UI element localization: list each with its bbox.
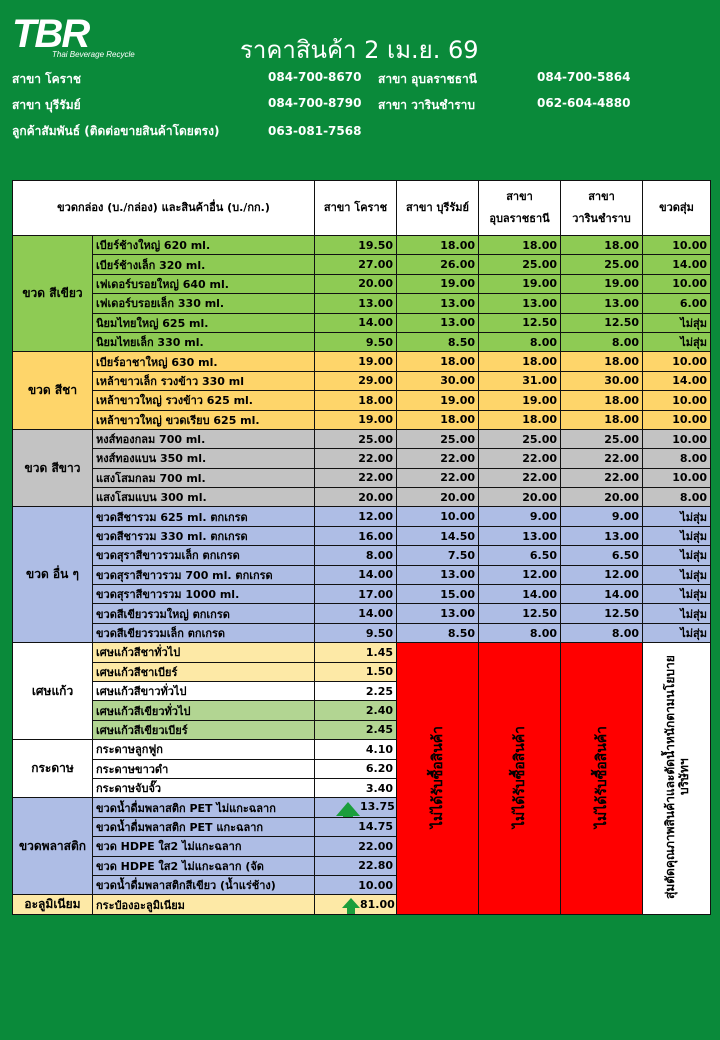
price-cell: 13.00 [397, 604, 479, 623]
price-cell: 19.00 [479, 391, 561, 410]
up-arrow-icon [342, 898, 360, 908]
price-cell: 12.00 [315, 507, 397, 526]
product-name: ขวดสีชารวม 625 ml. ตกเกรด [93, 507, 315, 526]
group-label-alu: อะลูมิเนียม [13, 895, 93, 915]
product-name: กระดาษจับจั๊ว [93, 778, 315, 797]
table-row [13, 371, 711, 390]
product-name: เศษแก้วสีชาเบียร์ [93, 662, 315, 681]
price-cell: 12.00 [479, 565, 561, 584]
table-row [13, 255, 711, 274]
price-cell: ไม่สุ่ม [643, 507, 711, 526]
price-cell: 13.00 [561, 294, 643, 313]
price-cell: 8.00 [315, 546, 397, 565]
group-label-paper: กระดาษ [13, 740, 93, 798]
price-cell: 12.50 [561, 313, 643, 332]
product-name: เบียร์ช้างเล็ก 320 ml. [93, 255, 315, 274]
price-cell: ไม่สุ่ม [643, 565, 711, 584]
price-cell: 18.00 [561, 391, 643, 410]
price-cell: 30.00 [397, 371, 479, 390]
price-cell [315, 817, 397, 836]
product-name: ขวดสุราสีขาวรวม 1000 ml. [93, 585, 315, 604]
price-value: 4.10 [365, 742, 393, 756]
header-buriram: สาขา บุรีรัมย์ [397, 181, 479, 236]
price-cell: 9.00 [561, 507, 643, 526]
price-cell: ไม่สุ่ม [643, 604, 711, 623]
price-cell: 25.00 [561, 429, 643, 448]
price-cell: 10.00 [643, 410, 711, 429]
price-table [12, 180, 710, 915]
price-cell: 14.00 [643, 255, 711, 274]
price-value: 1.45 [365, 645, 393, 659]
table-row [13, 274, 711, 293]
price-cell: 18.00 [479, 352, 561, 371]
price-cell: 6.50 [479, 546, 561, 565]
table-row [13, 294, 711, 313]
table-row [13, 623, 711, 642]
header-warin: สาขา วารินชำราบ [561, 181, 643, 236]
price-cell: 10.00 [643, 352, 711, 371]
price-cell: 13.00 [479, 526, 561, 545]
price-cell: 14.50 [397, 526, 479, 545]
price-cell: 12.50 [479, 604, 561, 623]
price-cell: 10.00 [643, 236, 711, 255]
price-cell: 26.00 [397, 255, 479, 274]
product-name: นิยมไทยใหญ่ 625 ml. [93, 313, 315, 332]
price-cell: 6.00 [643, 294, 711, 313]
not-buying-cell [397, 643, 479, 915]
table-row [13, 391, 711, 410]
price-cell: 18.00 [561, 352, 643, 371]
price-cell: 31.00 [479, 371, 561, 390]
price-value: 2.45 [365, 723, 393, 737]
price-cell: 13.00 [397, 294, 479, 313]
price-cell [315, 662, 397, 681]
table-row [13, 332, 711, 351]
product-name: ขวดสีเขียวรวมเล็ก ตกเกรด [93, 623, 315, 642]
price-cell: 22.00 [315, 468, 397, 487]
price-cell: 25.00 [479, 255, 561, 274]
group-label-other: ขวด อื่น ๆ [13, 507, 93, 643]
price-cell: ไม่สุ่ม [643, 623, 711, 642]
price-cell: ไม่สุ่ม [643, 526, 711, 545]
price-cell: 15.00 [397, 585, 479, 604]
product-name: ขวดสุราสีขาวรวมเล็ก ตกเกรด [93, 546, 315, 565]
price-cell: 25.00 [397, 429, 479, 448]
product-name: แสงโสมกลม 700 ml. [93, 468, 315, 487]
table-row [13, 507, 711, 526]
price-cell: 25.00 [479, 429, 561, 448]
table-row [13, 488, 711, 507]
price-cell: 22.00 [315, 449, 397, 468]
product-name: ขวด HDPE ใส2 ไม่แกะฉลาก [93, 837, 315, 856]
header-product: ขวดกล่อง (บ./กล่อง) และสินค้าอื่น (บ./กก.) [13, 181, 315, 236]
price-cell: 12.00 [561, 565, 643, 584]
price-cell: 13.00 [315, 294, 397, 313]
price-cell: 25.00 [561, 255, 643, 274]
price-cell: 19.00 [315, 410, 397, 429]
price-value: 81.00 [360, 898, 395, 912]
price-value: 6.20 [365, 762, 393, 776]
branch-ubon-label: สาขา อุบลราชธานี [378, 72, 477, 86]
product-name: ขวดสุราสีขาวรวม 700 ml. ตกเกรด [93, 565, 315, 584]
price-cell: 8.00 [479, 623, 561, 642]
table-row [13, 604, 711, 623]
price-cell: 18.00 [479, 236, 561, 255]
price-value: 22.00 [358, 839, 393, 853]
price-cell: 13.00 [479, 294, 561, 313]
tbr-logo [12, 14, 135, 59]
price-cell: 9.00 [479, 507, 561, 526]
product-name: เบียร์ช้างใหญ่ 620 ml. [93, 236, 315, 255]
price-cell: 8.50 [397, 623, 479, 642]
header-ubon: สาขา อุบลราชธานี [479, 181, 561, 236]
branch-buriram-label: สาขา บุรีรัมย์ [12, 98, 81, 112]
product-name: ขวด HDPE ใส2 ไม่แกะฉลาก (จัด [93, 856, 315, 875]
table-row [13, 468, 711, 487]
price-cell: 20.00 [561, 488, 643, 507]
price-cell: 14.00 [643, 371, 711, 390]
price-cell: 14.00 [315, 313, 397, 332]
product-name: กระดาษลูกฟูก [93, 740, 315, 759]
price-cell [315, 759, 397, 778]
price-cell: 19.00 [397, 274, 479, 293]
price-cell: 13.00 [561, 526, 643, 545]
product-name: ขวดน้ำดื่มพลาสติกสีเขียว (น้ำแร่ช้าง) [93, 875, 315, 894]
price-value: 10.00 [358, 878, 393, 892]
group-label-white: ขวด สีขาว [13, 429, 93, 507]
price-cell: 27.00 [315, 255, 397, 274]
price-cell: 18.00 [315, 391, 397, 410]
price-cell: 18.00 [561, 410, 643, 429]
group-label-green: ขวด สีเขียว [13, 236, 93, 352]
not-buying-label: ไม่ได้รับซื้อสินค้า [593, 726, 610, 829]
price-cell: 18.00 [397, 352, 479, 371]
product-name: นิยมไทยเล็ก 330 ml. [93, 332, 315, 351]
price-cell [315, 720, 397, 739]
table-row [13, 565, 711, 584]
table-header [13, 181, 711, 236]
price-cell: 13.00 [397, 565, 479, 584]
price-cell [315, 837, 397, 856]
table-row [13, 236, 711, 255]
product-name: ขวดน้ำดื่มพลาสติก PET แกะฉลาก [93, 817, 315, 836]
random-note: สุ่มตัดคุณภาพสินค้าและตัดน้ำหนักตามนโยบายบริษัทฯ [662, 655, 691, 900]
table-row [13, 410, 711, 429]
customer-relations-phone[interactable]: 063-081-7568 [268, 124, 362, 138]
product-name: กระป๋องอะลูมิเนียม [93, 895, 315, 915]
not-buying-cell [479, 643, 561, 915]
price-cell [315, 778, 397, 797]
product-name: เศษแก้วสีเขียวทั่วไป [93, 701, 315, 720]
price-cell: 22.00 [479, 468, 561, 487]
price-cell [315, 681, 397, 700]
price-cell: 8.00 [561, 623, 643, 642]
product-name: ขวดสีชารวม 330 ml. ตกเกรด [93, 526, 315, 545]
price-cell: 19.00 [397, 391, 479, 410]
price-cell [315, 701, 397, 720]
product-name: ขวดน้ำดื่มพลาสติก PET ไม่แกะฉลาก [93, 798, 315, 817]
price-cell: 6.50 [561, 546, 643, 565]
price-cell: 18.00 [479, 410, 561, 429]
price-cell: 10.00 [397, 507, 479, 526]
not-buying-label: ไม่ได้รับซื้อสินค้า [429, 726, 446, 829]
price-cell: 10.00 [643, 391, 711, 410]
table-row [13, 546, 711, 565]
price-cell: 29.00 [315, 371, 397, 390]
price-cell: 20.00 [479, 488, 561, 507]
price-cell: 10.00 [643, 274, 711, 293]
price-cell: 9.50 [315, 623, 397, 642]
price-cell: 16.00 [315, 526, 397, 545]
price-cell: 9.50 [315, 332, 397, 351]
table-row [13, 526, 711, 545]
price-cell: 12.50 [479, 313, 561, 332]
not-buying-cell [561, 643, 643, 915]
table-row [13, 429, 711, 448]
price-value: 3.40 [365, 781, 393, 795]
price-cell: 19.50 [315, 236, 397, 255]
price-cell: 8.00 [479, 332, 561, 351]
product-name: เศษแก้วสีขาวทั่วไป [93, 681, 315, 700]
up-arrow-icon [336, 802, 360, 816]
table-row [13, 449, 711, 468]
price-cell: 22.00 [397, 449, 479, 468]
price-value: 22.80 [358, 859, 393, 873]
price-cell: 14.00 [479, 585, 561, 604]
price-cell: 18.00 [397, 410, 479, 429]
price-cell: 20.00 [397, 488, 479, 507]
price-cell: 30.00 [561, 371, 643, 390]
price-cell: 18.00 [561, 236, 643, 255]
product-name: หงส์ทองกลม 700 ml. [93, 429, 315, 448]
product-name: แสงโสมแบน 300 ml. [93, 488, 315, 507]
price-cell: 18.00 [397, 236, 479, 255]
product-name: เหล้าขาวใหญ่ ขวดเรียบ 625 ml. [93, 410, 315, 429]
price-cell [315, 643, 397, 662]
price-cell: 12.50 [561, 604, 643, 623]
price-value: 2.40 [365, 704, 393, 718]
price-cell [315, 856, 397, 875]
product-name: เศษแก้วสีชาทั่วไป [93, 643, 315, 662]
price-value: 1.50 [365, 665, 393, 679]
product-name: เฟเดอร์บรอยเล็ก 330 ml. [93, 294, 315, 313]
table-row [13, 352, 711, 371]
price-cell: 10.00 [643, 468, 711, 487]
price-cell: 17.00 [315, 585, 397, 604]
customer-relations-label: ลูกค้าสัมพันธ์ (ติดต่อขายสินค้าโดยตรง) [12, 124, 220, 138]
price-cell [315, 740, 397, 759]
price-cell: 19.00 [479, 274, 561, 293]
logo-text: TBR [12, 12, 89, 56]
product-name: เศษแก้วสีเขียวเบียร์ [93, 720, 315, 739]
logo-tagline: Thai Beverage Recycle [52, 50, 135, 59]
price-cell [315, 798, 397, 817]
table-row [13, 313, 711, 332]
price-cell: 8.50 [397, 332, 479, 351]
price-cell: ไม่สุ่ม [643, 313, 711, 332]
price-cell: 19.00 [315, 352, 397, 371]
price-value: 14.75 [358, 820, 393, 834]
price-cell [315, 895, 397, 915]
price-cell: 14.00 [561, 585, 643, 604]
not-buying-label: ไม่ได้รับซื้อสินค้า [511, 726, 528, 829]
table-row [13, 585, 711, 604]
price-cell: 22.00 [397, 468, 479, 487]
product-name: ขวดสีเขียวรวมใหญ่ ตกเกรด [93, 604, 315, 623]
page-title: ราคาสินค้า 2 เม.ย. 69 [240, 36, 479, 64]
group-label-plastic: ขวดพลาสติก [13, 798, 93, 895]
header-korat: สาขา โคราช [315, 181, 397, 236]
branch-korat-label: สาขา โคราช [12, 72, 81, 86]
product-name: เฟเดอร์บรอยใหญ่ 640 ml. [93, 274, 315, 293]
product-name: หงส์ทองแบน 350 ml. [93, 449, 315, 468]
price-value: 13.75 [360, 799, 395, 813]
price-value: 2.25 [365, 684, 393, 698]
price-cell: 7.50 [397, 546, 479, 565]
branch-korat-phone[interactable]: 084-700-8670 [268, 70, 362, 84]
table-row [13, 643, 711, 662]
branch-ubon-phone[interactable]: 084-700-5864 [537, 70, 631, 84]
price-cell: 8.00 [643, 449, 711, 468]
price-cell: 20.00 [315, 488, 397, 507]
product-name: เบียร์อาชาใหญ่ 630 ml. [93, 352, 315, 371]
price-cell [315, 875, 397, 894]
header-random: ขวดสุ่ม [643, 181, 711, 236]
branch-warin-phone[interactable]: 062-604-4880 [537, 96, 631, 110]
price-cell: 22.00 [561, 449, 643, 468]
price-cell: ไม่สุ่ม [643, 332, 711, 351]
product-name: เหล้าขาวใหญ่ รวงข้าว 625 ml. [93, 391, 315, 410]
price-cell: 19.00 [561, 274, 643, 293]
group-label-cullet: เศษแก้ว [13, 643, 93, 740]
price-cell: 10.00 [643, 429, 711, 448]
price-cell: 25.00 [315, 429, 397, 448]
price-cell: 13.00 [397, 313, 479, 332]
price-cell: 14.00 [315, 604, 397, 623]
random-note-cell [643, 643, 711, 915]
product-name: กระดาษขาวดำ [93, 759, 315, 778]
group-label-brown: ขวด สีชา [13, 352, 93, 430]
product-name: เหล้าขาวเล็ก รวงข้าว 330 ml [93, 371, 315, 390]
price-cell: ไม่สุ่ม [643, 585, 711, 604]
price-cell: 8.00 [561, 332, 643, 351]
price-cell: ไม่สุ่ม [643, 546, 711, 565]
price-cell: 22.00 [479, 449, 561, 468]
price-cell: 8.00 [643, 488, 711, 507]
price-cell: 22.00 [561, 468, 643, 487]
branch-warin-label: สาขา วารินชำราบ [378, 98, 475, 112]
branch-buriram-phone[interactable]: 084-700-8790 [268, 96, 362, 110]
price-cell: 20.00 [315, 274, 397, 293]
price-cell: 14.00 [315, 565, 397, 584]
